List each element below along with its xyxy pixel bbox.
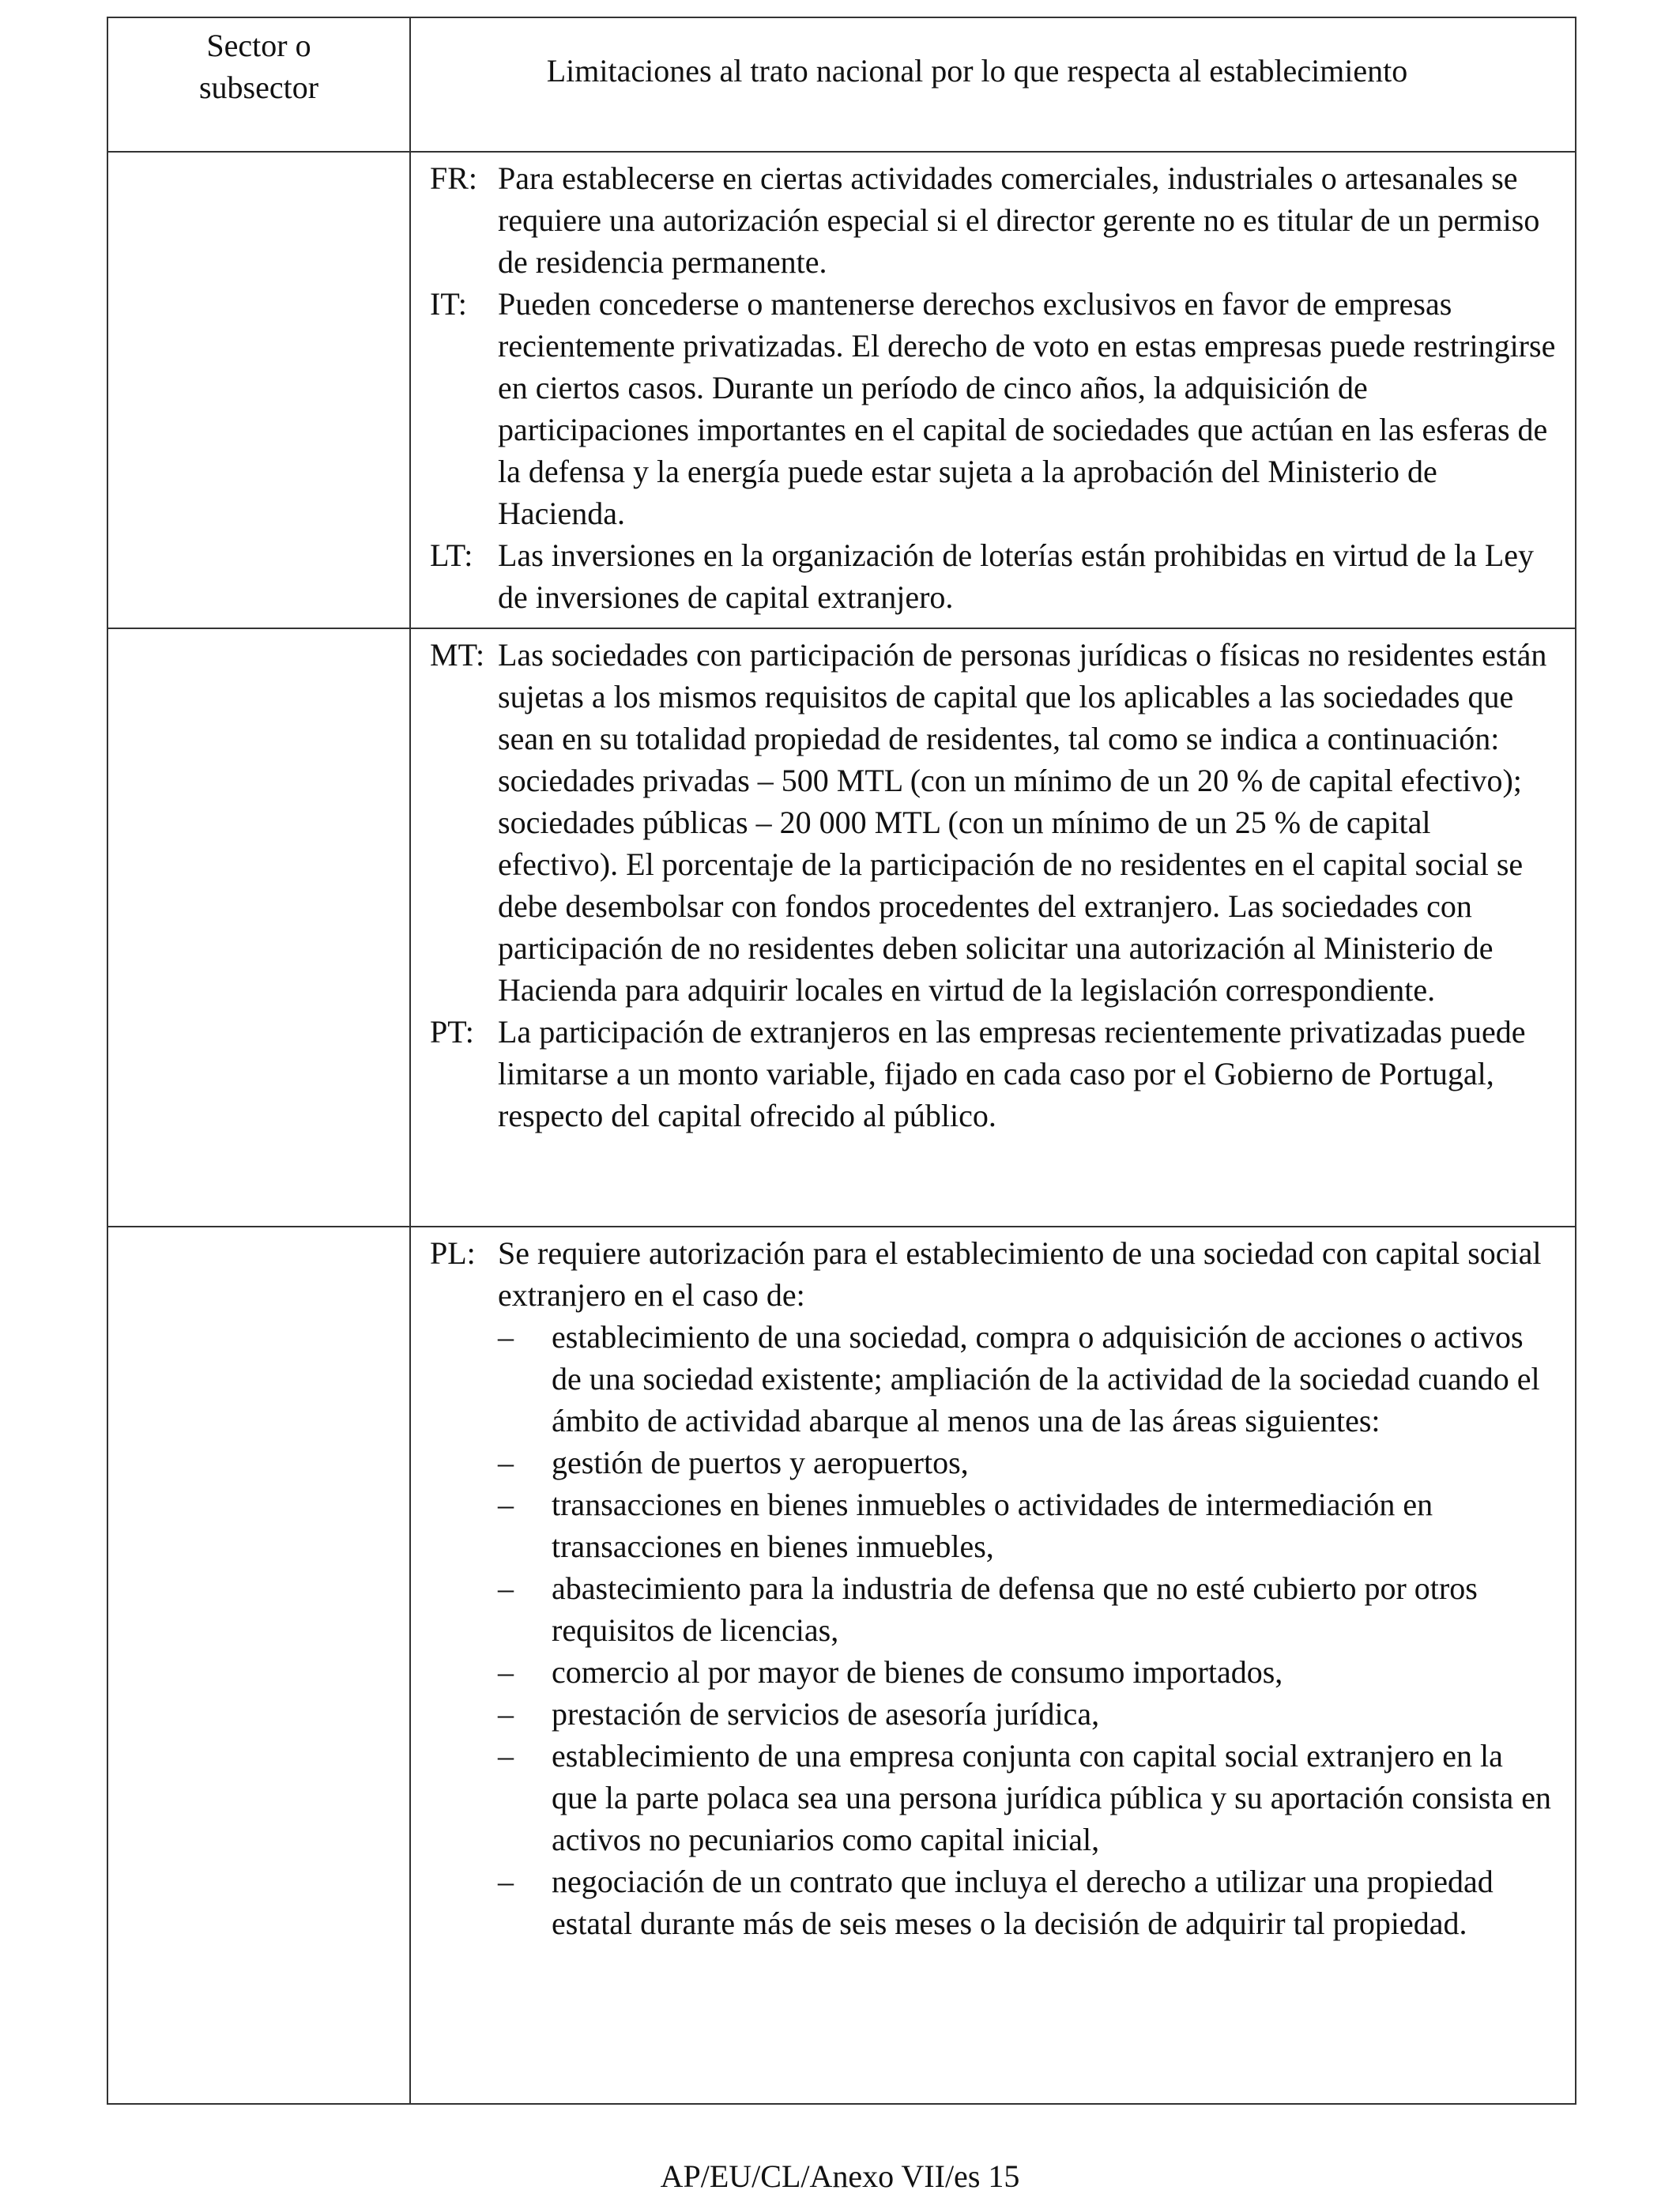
header-limitations-cell	[410, 17, 1576, 152]
table-header-row	[107, 17, 1576, 152]
list-item-text: abastecimiento para la industria de defensa que no esté cubierto por otros requisitos de licencias,	[552, 1570, 1478, 1648]
dash-marker: –	[498, 1570, 514, 1606]
list-item	[498, 1693, 1556, 1735]
entry-text: Pueden concederse o mantenerse derechos exclusivos en favor de empresas recientemente privatizadas. El derecho de voto en estas empresas puede restringirse en ciertos casos. Durante un período de cinco años, la adquisición de participaciones importantes en el capital de sociedades que actúan en las esferas de la defensa y la energía puede estar sujeta a la aprobación del Ministerio de Hacienda.	[498, 286, 1556, 531]
dash-marker: –	[498, 1487, 514, 1522]
country-code: MT:	[430, 637, 485, 673]
entry-text: Las inversiones en la organización de loterías están prohibidas en virtud de la Ley de inversiones de capital extranjero.	[498, 537, 1535, 615]
country-entry-lt	[430, 534, 1556, 618]
list-item-text: comercio al por mayor de bienes de consumo importados,	[552, 1654, 1283, 1690]
country-code: PL:	[430, 1235, 476, 1271]
list-item-text: gestión de puertos y aeropuertos,	[552, 1445, 969, 1480]
header-limitations-label: Limitaciones al trato nacional por lo que respecta al establecimiento	[546, 53, 1408, 89]
list-item	[498, 1483, 1556, 1567]
table-row	[107, 1227, 1576, 2104]
dash-marker: –	[498, 1319, 514, 1355]
limitations-cell	[410, 628, 1576, 1227]
dash-marker: –	[498, 1445, 514, 1480]
country-code: PT:	[430, 1014, 474, 1050]
list-item-text: establecimiento de una sociedad, compra o adquisición de acciones o activos de una sociedad existente; ampliación de la actividad de la sociedad cuando el ámbito de actividad abarque al menos una de las áreas siguientes:	[552, 1319, 1540, 1438]
table-row	[107, 152, 1576, 628]
limitations-cell	[410, 1227, 1576, 2104]
list-item	[498, 1860, 1556, 1944]
list-item-text: establecimiento de una empresa conjunta con capital social extranjero en la que la parte polaca sea una persona jurídica pública y su aportación consista en activos no pecuniarios como capital inicial,	[552, 1738, 1552, 1857]
list-item	[498, 1442, 1556, 1483]
country-code: LT:	[430, 537, 473, 573]
dash-marker: –	[498, 1738, 514, 1774]
header-sector-line-1: Sector o	[206, 28, 311, 63]
dash-marker: –	[498, 1696, 514, 1732]
country-code: IT:	[430, 286, 467, 322]
country-entry-it	[430, 283, 1556, 534]
table-row	[107, 628, 1576, 1227]
list-item	[498, 1316, 1556, 1442]
entry-text: Para establecerse en ciertas actividades comerciales, industriales o artesanales se requiere una autorización especial si el director gerente no es titular de un permiso de residencia permanente.	[498, 160, 1540, 280]
list-item	[498, 1651, 1556, 1693]
list-item-text: transacciones en bienes inmuebles o actividades de intermediación en transacciones en bienes inmuebles,	[552, 1487, 1433, 1564]
country-entry-pt	[430, 1011, 1556, 1137]
entry-text: Las sociedades con participación de personas jurídicas o físicas no residentes están sujetas a los mismos requisitos de capital que los aplicables a las sociedades que sean en su totalidad propiedad de residentes, tal como se indica a continuación: sociedades privadas – 500 MTL (con un mínimo de un 20 % de capital efectivo); sociedades públicas – 20 000 MTL (con un mínimo de un 25 % de capital efectivo). El porcentaje de la participación de no residentes en el capital social se debe desembolsar con fondos procedentes del extranjero. Las sociedades con participación de no residentes deben solicitar una autorización al Ministerio de Hacienda para adquirir locales en virtud de la legislación correspondiente.	[498, 637, 1547, 1008]
list-item-text: prestación de servicios de asesoría jurídica,	[552, 1696, 1100, 1732]
dash-marker: –	[498, 1654, 514, 1690]
list-item	[498, 1567, 1556, 1651]
entry-text: La participación de extranjeros en las empresas recientemente privatizadas puede limitarse a un monto variable, fijado en cada caso por el Gobierno de Portugal, respecto del capital ofrecido al público.	[498, 1014, 1526, 1133]
country-code: FR:	[430, 160, 478, 196]
sector-cell	[107, 628, 410, 1227]
list-item	[498, 1735, 1556, 1860]
sector-cell	[107, 1227, 410, 2104]
list-item-text: negociación de un contrato que incluya el derecho a utilizar una propiedad estatal durante más de seis meses o la decisión de adquirir tal propiedad.	[552, 1864, 1494, 1941]
header-sector-line-2: subsector	[198, 70, 319, 105]
header-sector-cell	[107, 17, 410, 152]
country-entry-fr	[430, 157, 1556, 283]
entry-text: Se requiere autorización para el establecimiento de una sociedad con capital social extranjero en el caso de:	[498, 1235, 1542, 1313]
limitations-cell	[410, 152, 1576, 628]
entry-body	[498, 1232, 1556, 1944]
sector-cell	[107, 152, 410, 628]
country-entry-pl	[430, 1232, 1556, 1944]
country-entry-mt	[430, 634, 1556, 1011]
limitations-table	[107, 17, 1576, 2105]
dash-marker: –	[498, 1864, 514, 1899]
page-footer: AP/EU/CL/Anexo VII/es 15	[660, 2158, 1020, 2194]
